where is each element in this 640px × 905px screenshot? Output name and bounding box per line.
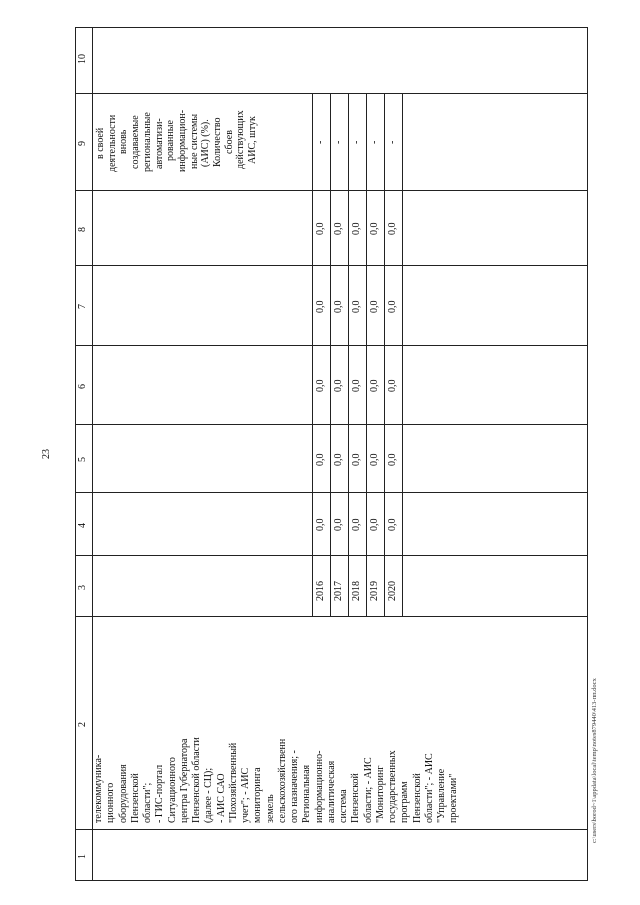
table-border-top — [75, 27, 587, 28]
column-2-text-line: земель — [264, 794, 276, 823]
column-number-6: 6 — [77, 383, 88, 389]
year-row-separator — [348, 555, 349, 616]
column-10-text-line: автоматизи- — [153, 118, 165, 170]
value-cell-c5: 0,0 — [315, 518, 326, 531]
column-number-8: 8 — [77, 226, 88, 232]
value-cell-c9: 0,0 — [333, 222, 344, 235]
year-row-separator — [312, 555, 313, 616]
column-number-5: 5 — [77, 457, 88, 462]
column-2-text-line: центра Губернатора — [178, 738, 190, 823]
column-10-text-line: рованные — [165, 120, 177, 162]
column-10-text-line: АИС, штук — [247, 116, 259, 164]
column-2-text-line: области"; — [142, 782, 153, 823]
column-2-text-line: аналитическая — [325, 760, 337, 823]
value-cell-c7: 0,0 — [315, 379, 326, 392]
column-10-text-line: в своей — [95, 127, 106, 159]
year-row-separator — [402, 555, 403, 616]
column-boundary — [75, 93, 587, 94]
table-border-bottom — [75, 880, 587, 881]
column-number-4: 4 — [77, 522, 88, 528]
column-2-text-line: Пензенской — [411, 773, 423, 823]
column-number-7: 7 — [77, 304, 88, 309]
column-2-text-line: Региональная — [301, 764, 313, 823]
column-boundary — [75, 492, 587, 493]
column-10-text-line: Количество — [212, 116, 223, 167]
value-cell-c10: - — [315, 140, 326, 144]
column-boundary — [75, 190, 587, 191]
value-cell-c5: 0,0 — [333, 518, 344, 531]
column-10-text-line: создаваемые — [130, 115, 142, 170]
column-number-3: 3 — [77, 584, 88, 590]
column-2-text-line: области; - АИС — [362, 757, 374, 823]
value-cell-c8: 0,0 — [351, 300, 362, 313]
value-cell-c10: - — [387, 140, 398, 144]
value-cell-c7: 0,0 — [333, 379, 344, 392]
column-2-text-line: ционного — [105, 782, 117, 823]
value-cell-c8: 0,0 — [387, 300, 398, 313]
value-cell-c8: 0,0 — [369, 300, 380, 313]
column-2-text-line: - АИС САО — [215, 773, 227, 823]
value-cell-c9: 0,0 — [351, 222, 362, 235]
value-cell-c7: 0,0 — [351, 379, 362, 392]
value-cell-c9: 0,0 — [315, 222, 326, 235]
year-cell: 2016 — [315, 581, 326, 601]
year-cell: 2017 — [333, 581, 344, 601]
column-2-text-line: Пензенской области — [191, 737, 202, 823]
column-2-text-line: - ГИС-портал — [154, 764, 166, 823]
column-2-text-line: "Мониторинг — [374, 765, 386, 823]
column-10-text-line: информацион- — [176, 109, 188, 172]
column-number-9: 9 — [77, 140, 88, 146]
value-cell-c10: - — [333, 140, 344, 144]
column-2-text-line: Ситуационного — [166, 757, 178, 823]
column-2-text-line: области"; - АИС — [423, 753, 435, 823]
column-2-text-line: программ — [399, 781, 411, 823]
value-cell-c5: 0,0 — [369, 518, 380, 531]
column-2-text-line: (далее - СЦ); — [203, 767, 215, 823]
column-2-text-line: Пензенской — [129, 773, 141, 823]
data-row-separator — [348, 93, 349, 555]
value-cell-c9: 0,0 — [369, 222, 380, 235]
column-boundary — [75, 424, 587, 425]
column-boundary — [75, 265, 587, 266]
year-row-separator — [366, 555, 367, 616]
column-boundary — [75, 345, 587, 346]
column-2-text-line: телекоммуника- — [93, 754, 104, 823]
column-2-text-line: учет"; - АИС — [240, 767, 251, 823]
column-boundary — [75, 616, 587, 617]
data-row-separator — [330, 93, 331, 555]
column-boundary — [75, 829, 587, 830]
value-cell-c5: 0,0 — [387, 518, 398, 531]
value-cell-c8: 0,0 — [333, 300, 344, 313]
column-10-text-line: (АИС) (%). — [200, 118, 212, 167]
value-cell-c10: - — [369, 140, 380, 144]
year-cell: 2020 — [387, 581, 398, 601]
value-cell-c7: 0,0 — [369, 379, 380, 392]
data-row-separator — [384, 93, 385, 555]
column-10-text-line: региональные — [141, 111, 153, 172]
value-cell-c6: 0,0 — [387, 453, 398, 466]
column-2-text-line: мониторинга — [252, 767, 264, 823]
value-cell-c9: 0,0 — [387, 222, 398, 235]
value-cell-c6: 0,0 — [333, 453, 344, 466]
column-10-text-line: сбоев — [223, 129, 235, 154]
year-row-separator — [384, 555, 385, 616]
column-2-text-line: оборудования — [117, 764, 129, 823]
column-2-text-line: система — [338, 789, 349, 823]
column-number-1: 1 — [77, 853, 88, 859]
column-number-10: 10 — [77, 54, 88, 64]
data-row-separator — [312, 93, 313, 555]
column-10-text-line: вновь — [118, 129, 130, 154]
column-2-text-line: проектами" — [448, 773, 460, 823]
column-10-text-line: деятельности — [106, 114, 118, 172]
column-2-text-line: Пензенской — [350, 773, 362, 823]
value-cell-c6: 0,0 — [351, 453, 362, 466]
column-number-2: 2 — [77, 721, 88, 727]
value-cell-c5: 0,0 — [351, 518, 362, 531]
column-2-text-line: информационно- — [313, 750, 325, 823]
column-boundary — [75, 555, 587, 556]
data-row-separator — [366, 93, 367, 555]
value-cell-c10: - — [351, 140, 362, 144]
column-10-text-line: ные системы — [188, 113, 200, 170]
value-cell-c6: 0,0 — [369, 453, 380, 466]
header-separator — [92, 27, 93, 880]
column-2-text-line: "Управление — [436, 768, 447, 823]
value-cell-c8: 0,0 — [315, 300, 326, 313]
data-row-separator — [402, 93, 403, 555]
table-border-left — [75, 27, 76, 880]
column-2-text-line: государственных — [387, 750, 398, 823]
column-2-text-line: сельскохозяйственн — [276, 738, 288, 823]
column-2-text-line: "Похозяйственный — [227, 742, 239, 823]
column-10-text-line: действующих — [235, 110, 247, 170]
page-number: 23 — [41, 449, 52, 459]
column-2-text-line: ого назначения; - — [289, 750, 300, 823]
year-row-separator — [330, 555, 331, 616]
year-cell: 2019 — [369, 581, 380, 601]
year-cell: 2018 — [351, 581, 362, 601]
document-path-footer: c:\users\borod~1\appdata\local\temp\notes879440\413-пп.docx — [591, 678, 598, 843]
value-cell-c6: 0,0 — [315, 453, 326, 466]
table-border-right — [587, 27, 588, 881]
value-cell-c7: 0,0 — [387, 379, 398, 392]
